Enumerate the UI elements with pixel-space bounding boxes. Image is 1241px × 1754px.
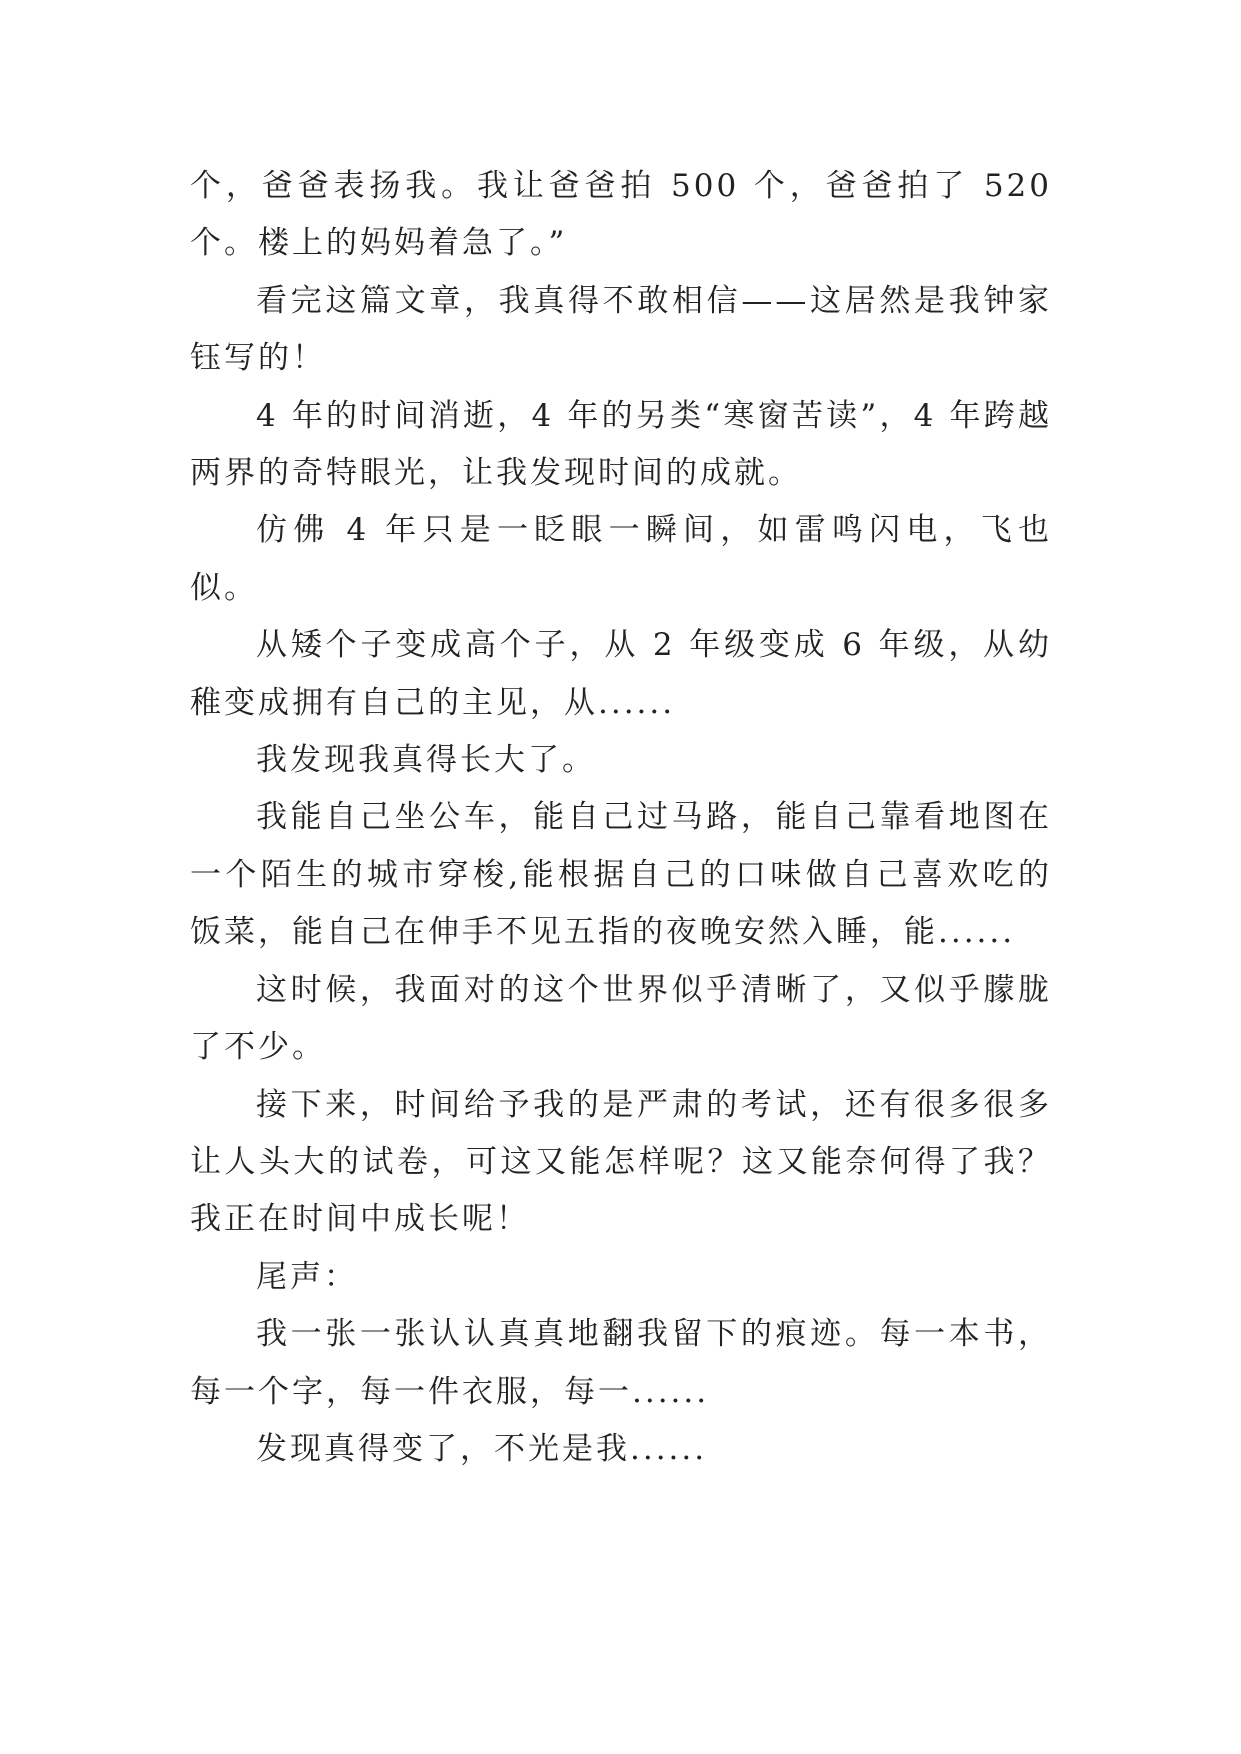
paragraph-8: 这时候，我面对的这个世界似乎清晰了，又似乎朦胧了不少。 — [190, 971, 1052, 1066]
paragraph-9: 接下来，时间给予我的是严肃的考试，还有很多很多让人头大的试卷，可这又能怎样呢？这又能奈何得了我？我正在时间中成长呢！ — [190, 1086, 1052, 1238]
paragraph-3: 4 年的时间消逝，4 年的另类“寒窗苦读”，4 年跨越两界的奇特眼光，让我发现时间的成就。 — [190, 397, 1052, 492]
paragraph-12: 发现真得变了，不光是我...... — [256, 1430, 708, 1467]
paragraph-10: 尾声： — [256, 1258, 358, 1295]
paragraph-6: 我发现我真得长大了。 — [256, 742, 596, 779]
paragraph-1: 个，爸爸表扬我。我让爸爸拍 500 个，爸爸拍了 520 个。楼上的妈妈着急了。” — [190, 168, 1052, 262]
document-body — [190, 158, 1052, 1478]
paragraph-7: 我能自己坐公车，能自己过马路，能自己靠看地图在一个陌生的城市穿梭,能根据自己的口味做自己喜欢吃的饭菜，能自己在伸手不见五指的夜晚安然入睡，能...... — [190, 799, 1052, 951]
paragraph-2: 看完这篇文章，我真得不敢相信——这居然是我钟家钰写的！ — [190, 282, 1052, 377]
paragraph-5: 从矮个子变成高个子，从 2 年级变成 6 年级，从幼稚变成拥有自己的主见，从...... — [190, 627, 1052, 721]
paragraph-4: 仿佛 4 年只是一眨眼一瞬间，如雷鸣闪电，飞也似。 — [190, 512, 1052, 606]
paragraph-11: 我一张一张认认真真地翻我留下的痕迹。每一本书，每一个字，每一件衣服，每一...... — [190, 1316, 1052, 1410]
